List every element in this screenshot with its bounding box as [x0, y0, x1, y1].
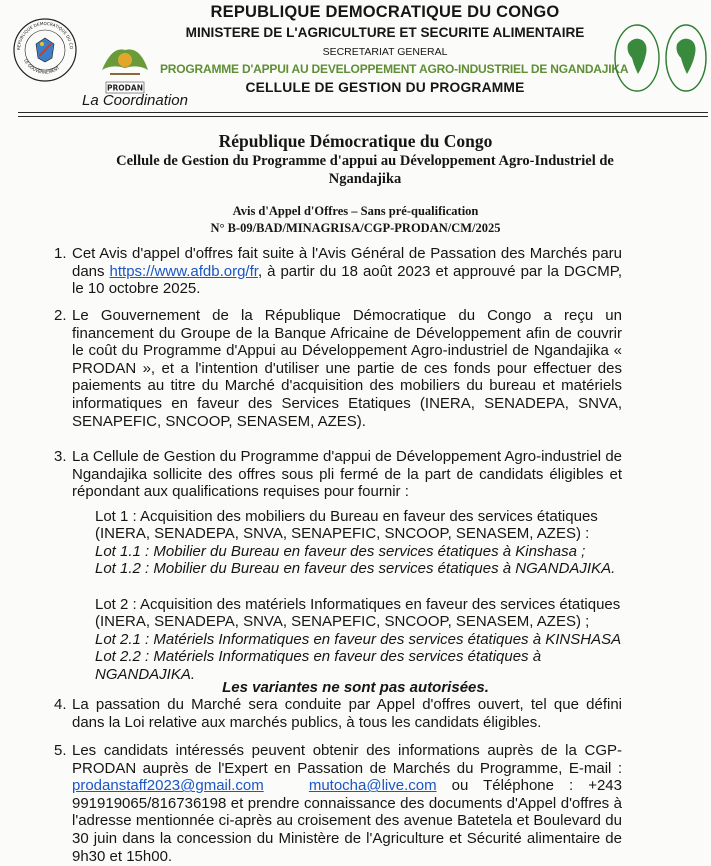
secretariat-heading: SECRETARIAT GENERAL [322, 46, 448, 58]
drc-seal-top-text: REPUBLIQUE DEMOCRATIQUE DU CO [15, 20, 75, 51]
header-rule [18, 116, 708, 117]
svg-text:LE GOUVERNEMENT [23, 58, 61, 74]
list-item: 1. Cet Avis d'appel d'offres fait suite à l'Avis Général de Passation des Marchés paru dans https://www.afdb.org/fr, à partir du 18 août 2023 et approuvé par la DGCMP, le 10 octobre 2025. [54, 245, 622, 298]
afdb-link[interactable]: https://www.afdb.org/fr [109, 262, 258, 280]
list-item: 5. Les candidats intéressés peuvent obtenir des informations auprès de la CGP-PRODAN auprès de l'Expert en Passation de Marchés du Programme, E-mail : prodanstaff2023@gmail.com mutocha@live.com ou Téléphone : +243 991919065/816736198 et prendre connaissance des documents d'Appel d'offres à l'adresse mentionnée ci-après au croisement des avenue Batetela et Boulevard du 30 juin dans la concession du Ministère de l'Agriculture et Sécurité alimentaire de 9h30 et 15h00. [54, 742, 622, 865]
list-item [54, 448, 622, 501]
sublot: Lot 2.2 : Matériels Informatiques en faveur des services étatiques à NGANDAJIKA. [95, 648, 542, 683]
item-text: Le Gouvernement de la République Démocratique du Congo a reçu un financement du Groupe de la Banque Africaine de Développement afin de couvrir le coût du Programme d'Appui au Développement Agro-industriel de Ngandajika « PRODAN », et a l'intention d'utiliser une partie de ces fonds pour effectuer des paiements au titre du Marché d'acquisition des mobiliers du bureau et matériels informatiques en faveur des Services Etatiques (INERA, SENADEPA, SNVA, SENAPEFIC, SNCOOP, SENASEM, AZES). [72, 307, 622, 430]
coordination-label: La Coordination [82, 92, 188, 109]
item-number: 4. [54, 696, 67, 713]
lot-title: Lot 1 : Acquisition des mobiliers du Bureau en faveur des services étatiques (INERA, SENADEPA, SNVA, SENAPEFIC, SNCOOP, SENASEM, AZES) : [95, 508, 598, 543]
email-link[interactable]: mutocha@live.com [308, 777, 437, 795]
header-rule [18, 112, 708, 113]
list-item [54, 696, 622, 731]
prodan-logo [92, 40, 158, 98]
email-link[interactable]: prodanstaff2023@gmail.com [72, 777, 264, 795]
lot-title: Lot 2 : Acquisition des matériels Informatiques en faveur des services étatiques (INERA, SENADEPA, SNVA, SENAPEFIC, SNCOOP, SENASEM, AZES) ; [95, 596, 621, 631]
lot-block [95, 508, 622, 578]
afdb-logo-right [664, 14, 708, 94]
item-number: 5. [54, 742, 67, 759]
prodan-logo-text: PRODAN [107, 83, 143, 93]
item-number: 3. [54, 448, 67, 465]
lot-block [95, 596, 622, 683]
item-text: La passation du Marché sera conduite par Appel d'offres ouvert, tel que défini dans la Loi relative aux marchés publics, à tous les candidats éligibles. [72, 696, 622, 731]
ministry-heading: MINISTERE DE L'AGRICULTURE ET SECURITE ALIMENTAIRE [185, 25, 585, 40]
country-title: République Démocratique du Congo [218, 131, 493, 151]
item-number: 1. [54, 245, 67, 262]
drc-seal-logo [12, 12, 78, 86]
afdb-logo-left [612, 14, 662, 94]
letterhead [0, 0, 711, 122]
item-number: 2. [54, 307, 67, 324]
list-item [54, 307, 622, 430]
notice-title: Avis d'Appel d'Offres – Sans pré-qualification [232, 204, 479, 218]
variants-note: Les variantes ne sont pas autorisées. [222, 679, 489, 696]
drc-seal-bottom-text: LE GOUVERNEMENT [23, 58, 61, 75]
sublot: Lot 2.1 : Matériels Informatiques en faveur des services étatiques à KINSHASA [95, 630, 622, 648]
sublot: Lot 1.1 : Mobilier du Bureau en faveur des services étatiques à Kinshasa ; [95, 542, 586, 560]
program-heading: PROGRAMME D'APPUI AU DEVELOPPEMENT AGRO-INDUSTRIEL DE NGANDAJIKA [160, 62, 629, 76]
cell-title: Cellule de Gestion du Programme d'appui au Développement Agro-Industriel de Ngandajika [116, 153, 614, 187]
notice-reference: N° B-09/BAD/MINAGRISA/CGP-PRODAN/CM/2025 [210, 221, 501, 235]
sublot: Lot 1.2 : Mobilier du Bureau en faveur des services étatiques à NGANDAJIKA. [95, 560, 616, 578]
item-text: La Cellule de Gestion du Programme d'appui de Développement Agro-industriel de Ngandajika sollicite des offres sous pli fermé de la part de candidats éligibles et répondant aux qualifications requises pour fournir : [72, 448, 622, 501]
cell-heading: CELLULE DE GESTION DU PROGRAMME [245, 80, 525, 95]
republic-heading: REPUBLIQUE DEMOCRATIQUE DU CONGO [210, 3, 560, 21]
